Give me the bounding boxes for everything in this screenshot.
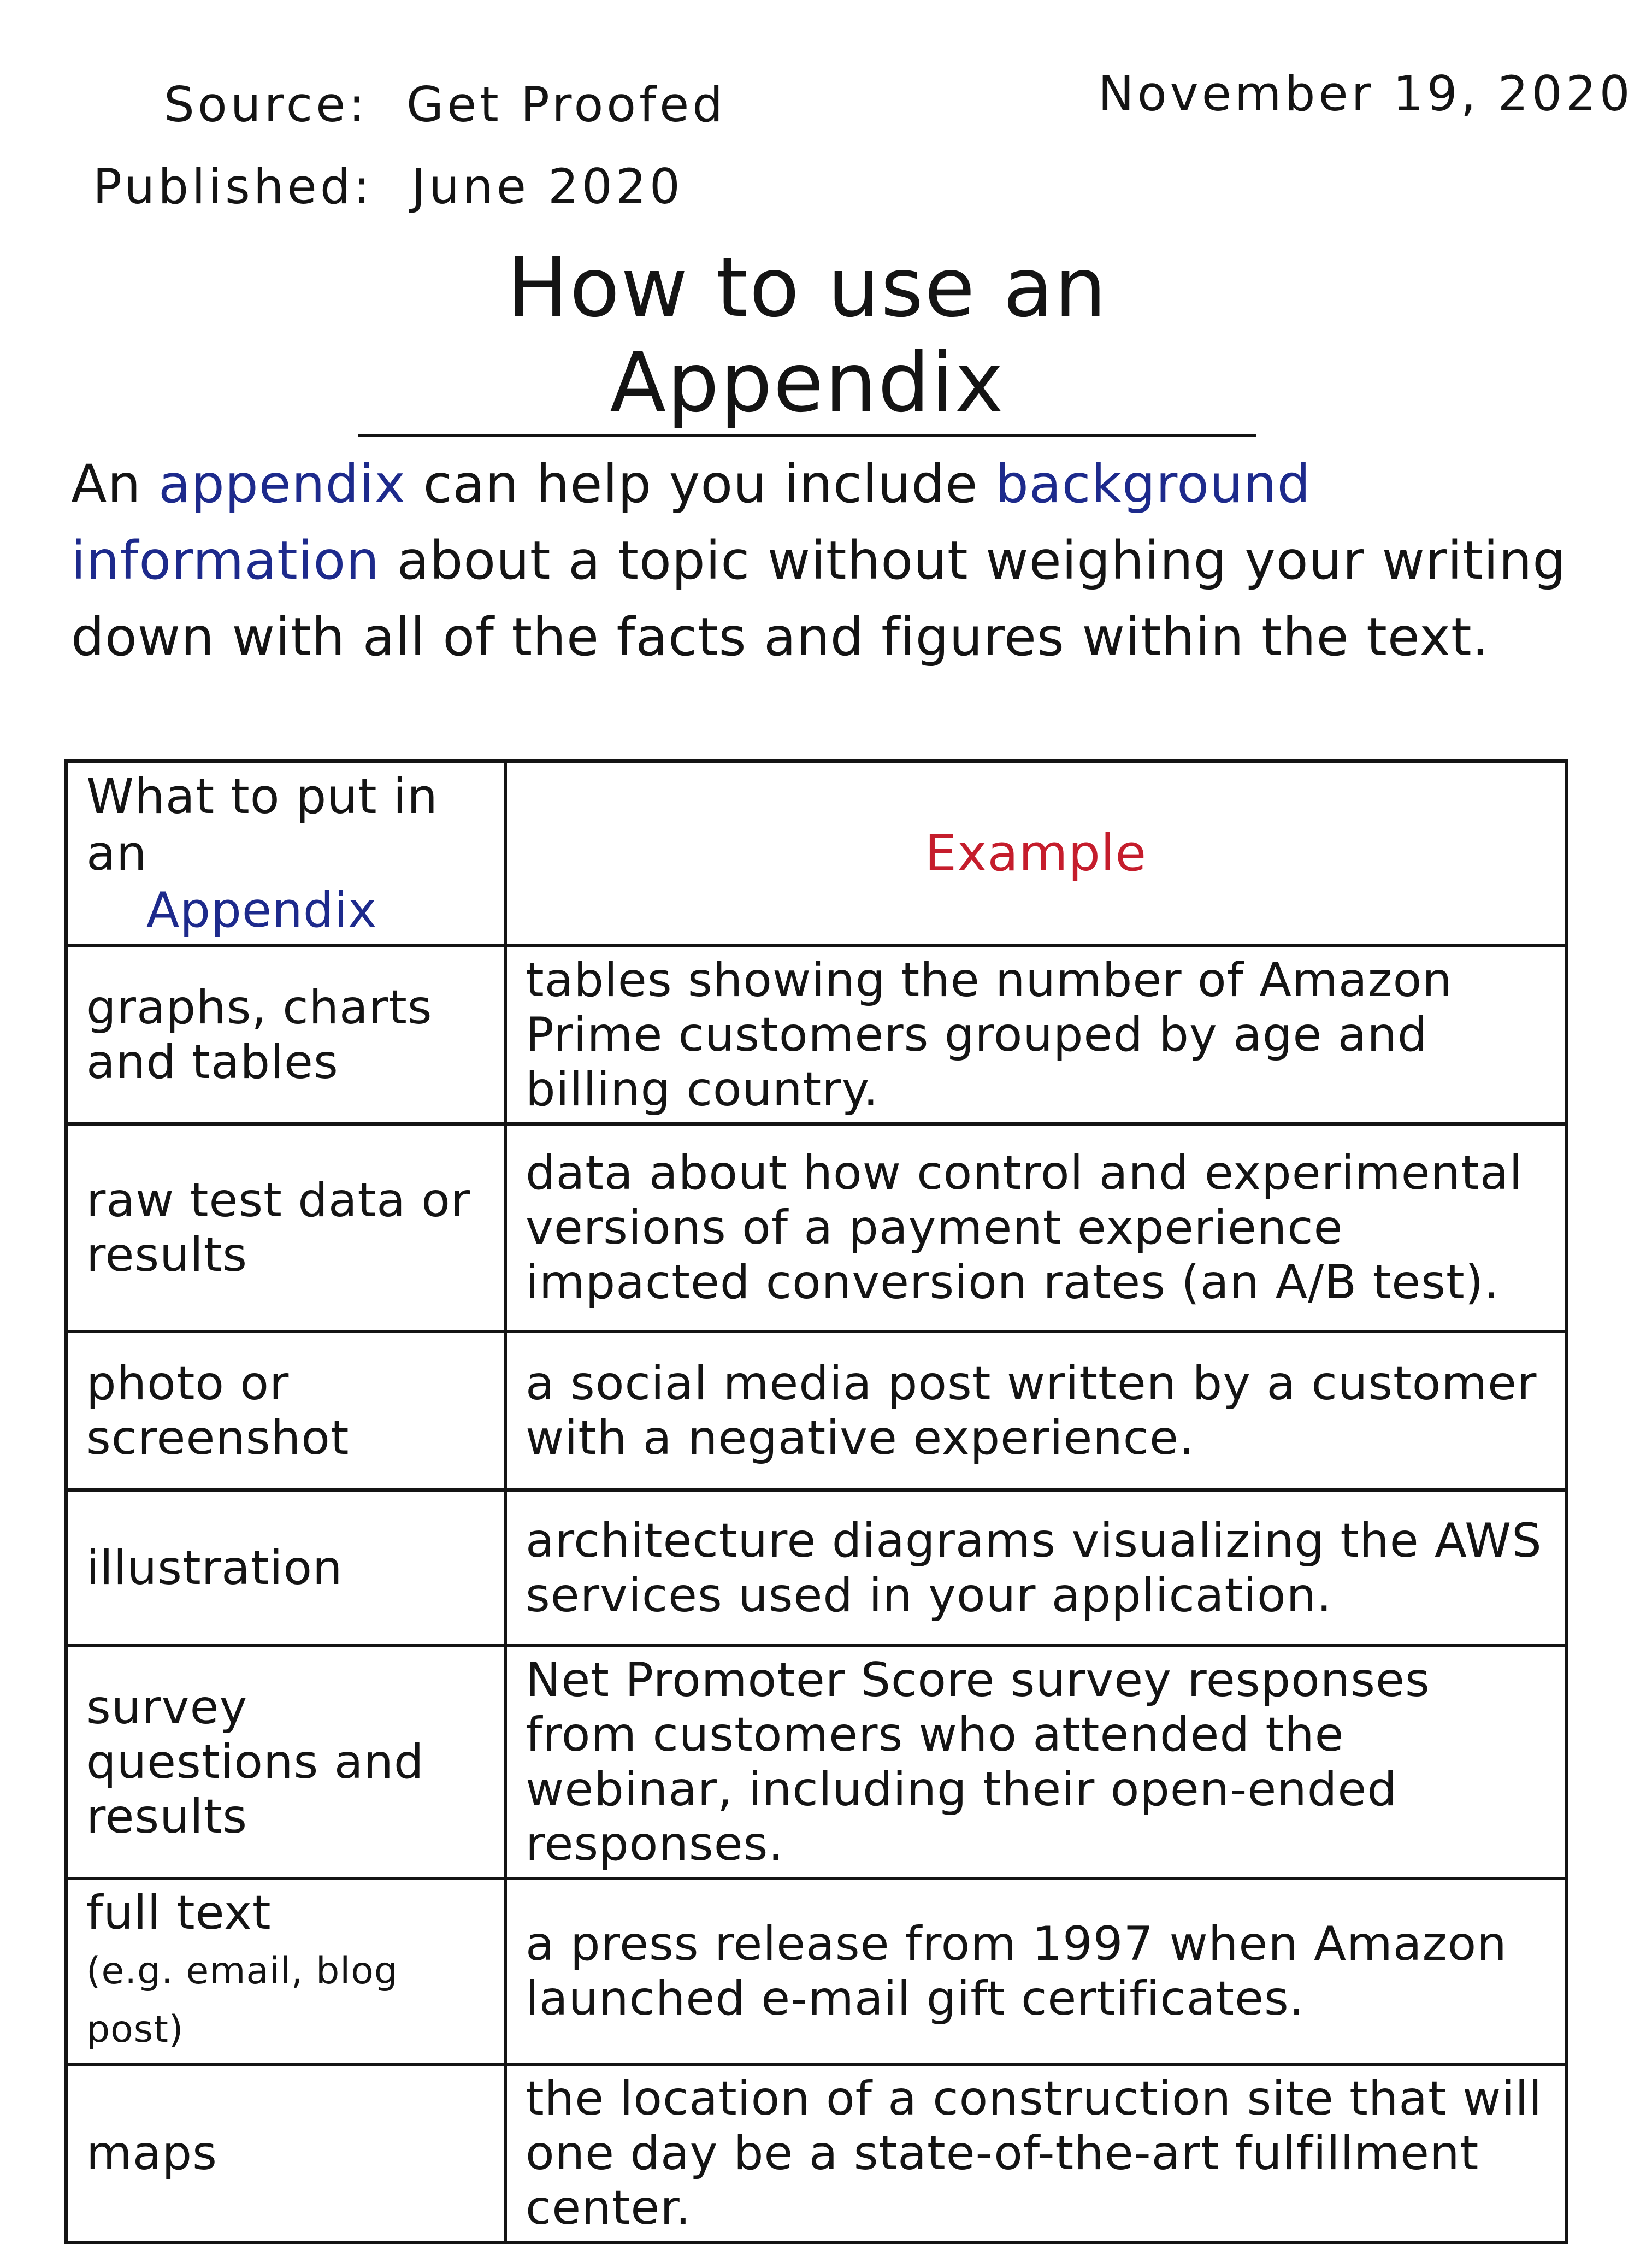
header-left-line1: What to put in an [86, 768, 438, 881]
header-example: Example [505, 761, 1566, 946]
row-example: a social media post written by a customer with a negative experience. [505, 1332, 1566, 1490]
page-title: How to use an Appendix [506, 240, 1108, 431]
row-example: a press release from 1997 when Amazon launched e-mail gift certificates. [505, 1878, 1566, 2064]
intro-highlight-background: background information [71, 453, 1311, 591]
row-example: tables showing the number of Amazon Prime customers grouped by age and billing country. [505, 946, 1566, 1124]
source-label: Source: [164, 76, 368, 133]
table-header-row [66, 761, 1566, 946]
intro-text-2: can help you include [406, 453, 995, 515]
intro-paragraph [71, 446, 1612, 675]
row-item: illustration [66, 1490, 505, 1646]
row-example: architecture diagrams visualizing the AWS services used in your application. [505, 1490, 1566, 1646]
row-example: the location of a construction site that will one day be a state-of-the-art fulfillment center. [505, 2064, 1566, 2242]
published-value: June 2020 [411, 158, 683, 215]
table-row [66, 1332, 1566, 1490]
row-item: full text [86, 1886, 272, 1940]
title-underline [358, 240, 1256, 437]
intro-highlight-appendix: appendix [158, 453, 406, 515]
table-row [66, 2064, 1566, 2242]
header-what-to-put [66, 761, 505, 946]
row-item: maps [66, 2064, 505, 2242]
header-left-line2: Appendix [146, 882, 377, 938]
intro-text-1: An [71, 453, 159, 515]
table-row [66, 946, 1566, 1124]
row-example: Net Promoter Score survey responses from customers who attended the webinar, including their open-ended responses. [505, 1646, 1566, 1878]
row-item: raw test data or results [66, 1124, 505, 1332]
table-row [66, 1490, 1566, 1646]
source-value: Get Proofed [406, 76, 727, 133]
row-item: photo or screenshot [66, 1332, 505, 1490]
table-row [66, 1646, 1566, 1878]
row-item: graphs, charts and tables [66, 946, 505, 1124]
table-row [66, 1878, 1566, 2064]
row-example: data about how control and experimental versions of a payment experience impacted conversion rates (an A/B test). [505, 1124, 1566, 1332]
document-date: November 19, 2020 [1098, 66, 1633, 122]
row-item: survey questions and results [66, 1646, 505, 1878]
source-line [164, 76, 726, 133]
published-label: Published: [93, 158, 374, 215]
appendix-table [64, 759, 1568, 2244]
row-item-note: (e.g. email, blog post) [86, 1949, 398, 2051]
intro-text-3: about a topic without weighing your writing down with all of the facts and figures within the text. [71, 530, 1567, 668]
table-row [66, 1124, 1566, 1332]
row-item-full-text [66, 1878, 505, 2064]
published-line [93, 158, 683, 215]
